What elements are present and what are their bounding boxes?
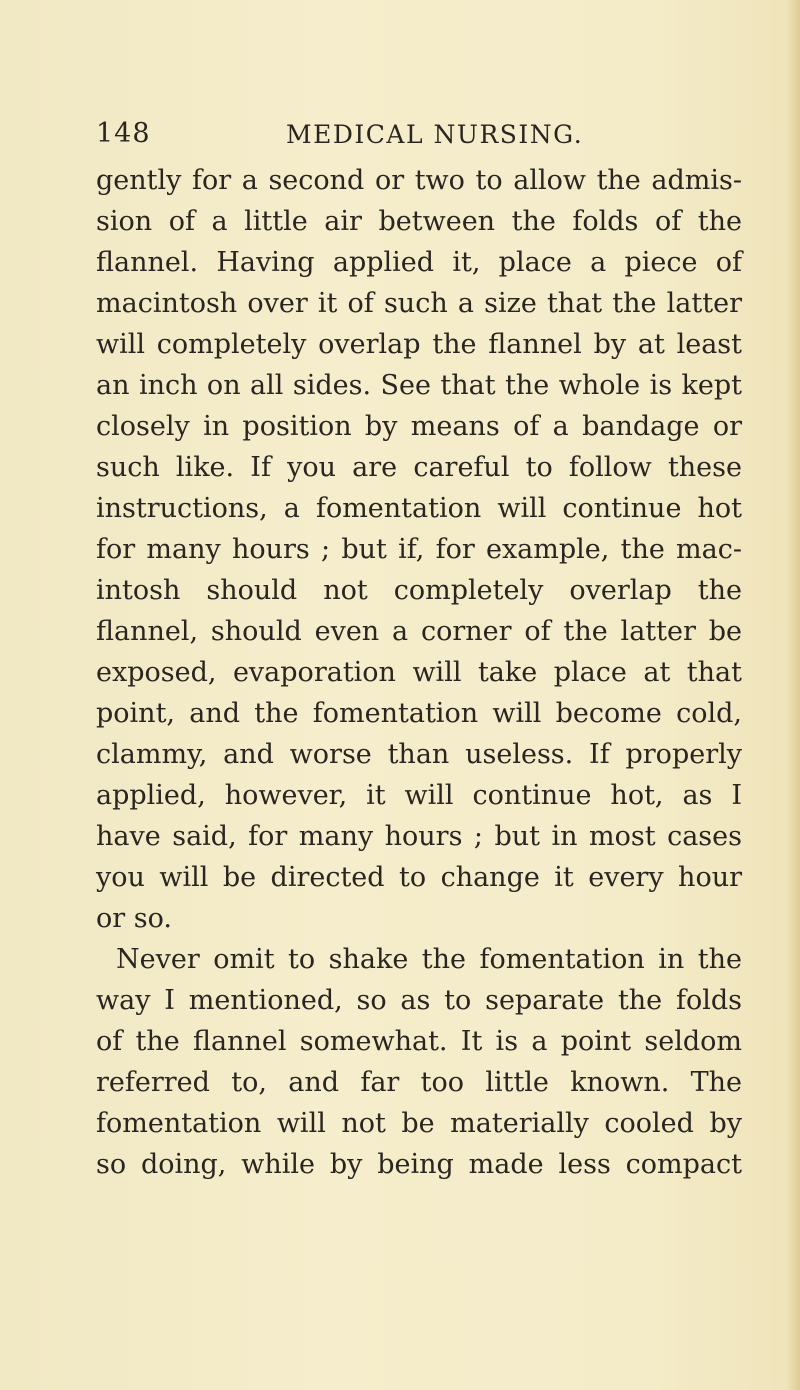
text-line: gently for a second or two to allow the admis- xyxy=(96,165,742,196)
text-line: way I mentioned, so as to separate the folds xyxy=(96,985,742,1016)
text-line: an inch on all sides. See that the whole is kept xyxy=(96,370,742,401)
text-line: will completely overlap the flannel by at least xyxy=(96,329,742,360)
text-line: sion of a little air between the folds of the xyxy=(96,206,742,237)
text-line: so doing, while by being made less compact xyxy=(96,1149,742,1180)
text-line: you will be directed to change it every hour xyxy=(96,862,742,893)
page-number: 148 xyxy=(96,118,151,149)
text-line: or so. xyxy=(96,903,172,934)
text-line: intosh should not completely overlap the xyxy=(96,575,742,606)
text-line: closely in position by means of a bandage or xyxy=(96,411,742,442)
text-line: applied, however, it will continue hot, as I xyxy=(96,780,742,811)
page-edge xyxy=(786,0,800,1390)
text-line: referred to, and far too little known. The xyxy=(96,1067,742,1098)
text-line: of the flannel somewhat. It is a point seldom xyxy=(96,1026,742,1057)
page-header xyxy=(96,118,742,158)
body-text xyxy=(96,160,742,1185)
text-line: macintosh over it of such a size that the latter xyxy=(96,288,742,319)
text-line: point, and the fomentation will become cold, xyxy=(96,698,742,729)
text-line: clammy, and worse than useless. If properly xyxy=(96,739,742,770)
text-line: for many hours ; but if, for example, the mac- xyxy=(96,534,742,565)
text-line: flannel. Having applied it, place a piece of xyxy=(96,247,742,278)
paragraph-first-line: Never omit to shake the fomentation in the xyxy=(116,944,742,975)
text-line: instructions, a fomentation will continue hot xyxy=(96,493,742,524)
text-line: fomentation will not be materially cooled by xyxy=(96,1108,742,1139)
text-line: flannel, should even a corner of the latter be xyxy=(96,616,742,647)
running-title: MEDICAL NURSING. xyxy=(286,120,584,149)
text-line: exposed, evaporation will take place at that xyxy=(96,657,742,688)
text-line: have said, for many hours ; but in most cases xyxy=(96,821,742,852)
text-line: such like. If you are careful to follow these xyxy=(96,452,742,483)
